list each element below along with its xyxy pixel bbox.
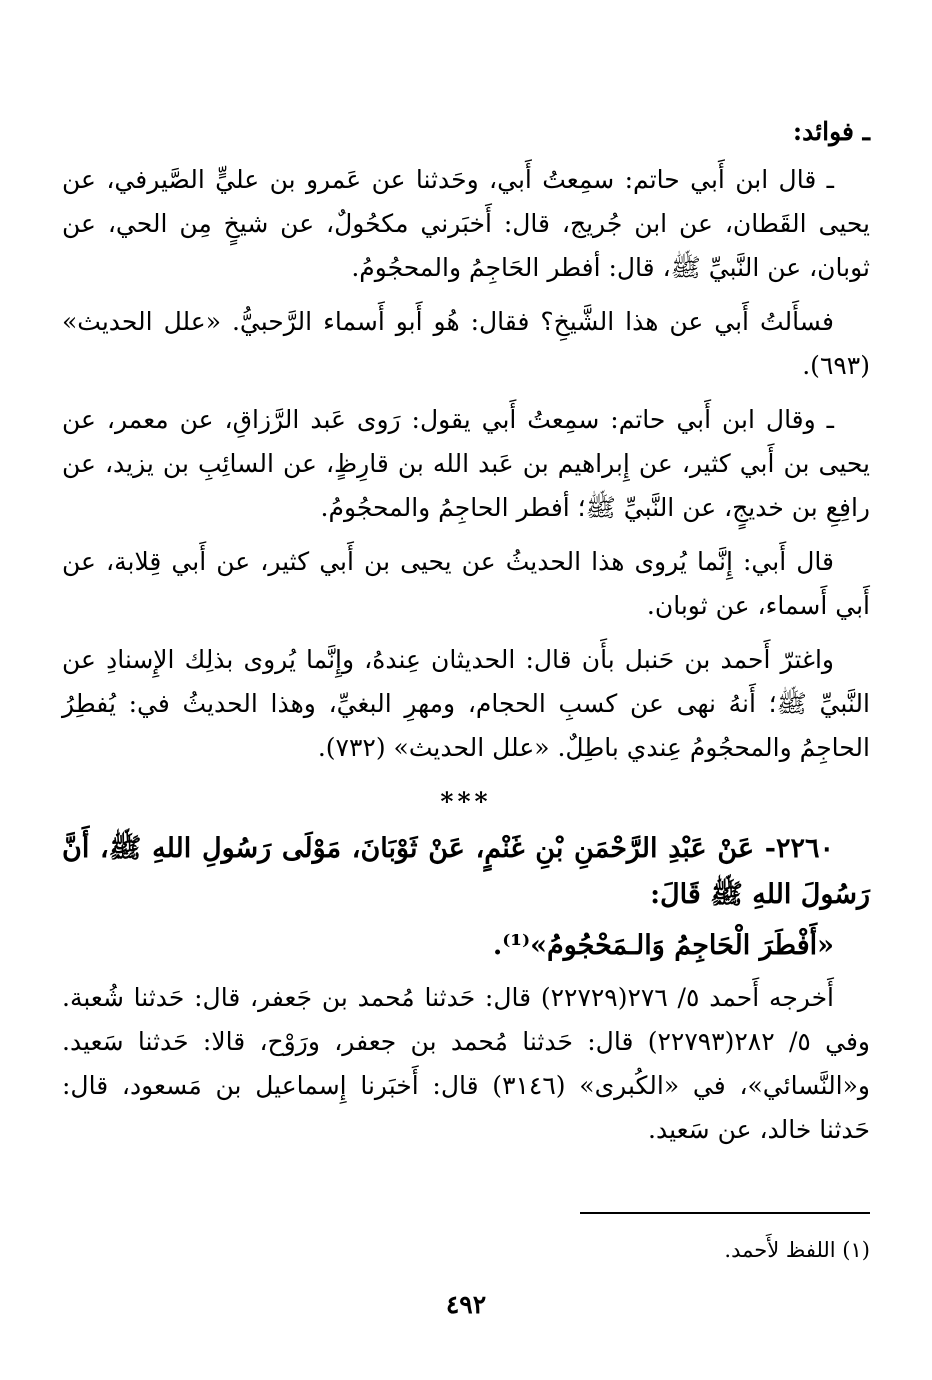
section-separator: *** — [440, 787, 492, 816]
hadith-text: ٢٢٦٠- عَنْ عَبْدِ الرَّحْمَنِ بْنِ غَنْمٍ، عَنْ ثَوْبَانَ، مَوْلَى رَسُولِ اللهِ ﷺ، أَنَّ رَسُولَ اللهِ ﷺ قَالَ: — [62, 833, 870, 910]
page-number: ٤٩٢ — [445, 1290, 487, 1319]
paragraph-3: ـ وقال ابن أَبي حاتم: سمِعتُ أَبي يقول: رَوى عَبد الرَّزاقِ، عن معمر، عن يحيى بن أَبي كثير، عن إِبراهيم بن عَبد الله بن قارِظٍ، عن السائِبِ بن يزيد، عن رافِعِ بن خديجٍ، عن النَّبيِّ ﷺ؛ أفطر الحاجِمُ والمحجُومُ. — [62, 405, 870, 522]
hadith-matn: «أَفْطَرَ الْحَاجِمُ وَالـمَحْجُومُ»⁽¹⁾. — [492, 930, 834, 961]
section-heading: ـ فوائد: — [792, 117, 870, 146]
paragraph-4: قال أَبي: إِنَّما يُروى هذا الحديثُ عن يحيى بن أَبي كثير، عن أَبي قِلابة، عن أَبي أَسماء، عن ثوبان. — [62, 547, 870, 620]
paragraph-1: ـ قال ابن أَبي حاتم: سمِعتُ أَبي، وحَدثنا عن عَمرو بن عليٍّ الصَّيرفي، عن يحيى القَطان، عن ابن جُريج، قال: أَخبَرني مكحُولٌ، عن شيخٍ مِن الحي، عن ثوبان، عن النَّبيِّ ﷺ، قال: أفطر الحَاجِمُ والمحجُومُ. — [62, 165, 870, 282]
page-body — [62, 110, 870, 1162]
paragraph-5: واغترّ أَحمد بن حَنبل بأَن قال: الحديثان عِندهُ، وإِنَّما يُروى بذلِك الإِسنادِ عن النَّبيِّ ﷺ؛ أَنهُ نهى عن كسبِ الحجام، ومهرِ البغيِّ، وهذا الحديثُ في: يُفطِرُ الحاجِمُ والمحجُومُ عِندي باطِلٌ. «علل الحديث» (٧٣٢). — [62, 645, 870, 762]
paragraph-2: فسأَلتُ أَبي عن هذا الشَّيخِ؟ فقال: هُو أَبو أَسماء الرَّحبيُّ. «علل الحديث» (٦٩٣). — [62, 307, 870, 380]
footnote: (١) اللفظ لأَحمد. — [724, 1238, 870, 1262]
footnote-divider — [580, 1212, 870, 1214]
takhrij-paragraph: أَخرجه أَحمد ٥/ ٢٧٦(٢٢٧٢٩) قال: حَدثنا مُحمد بن جَعفر، قال: حَدثنا شُعبة. وفي ٥/ ٢٨٢(٢٢٧٩٣) قال: حَدثنا مُحمد بن جعفر، ورَوْح، قالا: حَدثنا سَعيد. و«النَّسائي»، في «الكُبرى» (٣١٤٦) قال: أَخبَرنا إِسماعيل بن مَسعود، قال: حَدثنا خالد، عن سَعيد. — [62, 983, 871, 1144]
